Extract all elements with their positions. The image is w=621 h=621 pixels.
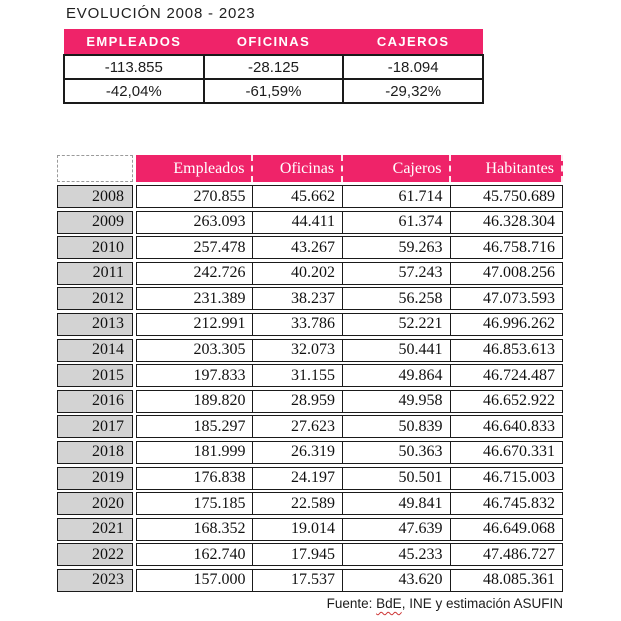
data-cell-group <box>136 543 563 566</box>
main-table <box>57 155 563 595</box>
summary-pct-cajeros: -29,32% <box>343 79 483 103</box>
source-note-misspelled-word: BdE <box>376 596 402 611</box>
data-cell-habitantes: 46.758.716 <box>450 237 562 258</box>
data-cell-group <box>136 390 563 413</box>
data-cell-habitantes: 47.073.593 <box>450 288 562 309</box>
year-cell: 2008 <box>57 185 133 208</box>
summary-pct-oficinas: -61,59% <box>204 79 344 103</box>
data-cell-group <box>136 518 563 541</box>
data-cell-group <box>136 211 563 234</box>
data-cell-habitantes: 47.486.727 <box>450 544 562 565</box>
data-cell-empleados: 181.999 <box>193 443 246 461</box>
source-note <box>327 596 563 611</box>
year-cell: 2018 <box>57 441 133 464</box>
data-cell-empleados: 270.855 <box>193 187 246 205</box>
summary-abs-cajeros: -18.094 <box>343 55 483 79</box>
data-cell-habitantes: 46.715.003 <box>450 468 562 489</box>
source-note-prefix: Fuente: <box>326 596 377 611</box>
summary-abs-oficinas: -28.125 <box>204 55 344 79</box>
table-row <box>57 390 563 413</box>
data-cell-oficinas: 32.073 <box>252 340 342 361</box>
data-cell-cajeros: 59.263 <box>342 237 449 258</box>
year-cell: 2011 <box>57 262 133 285</box>
data-cell-habitantes: 47.008.256 <box>450 263 562 284</box>
data-cell-habitantes: 46.640.833 <box>450 416 562 437</box>
summary-header-oficinas: OFICINAS <box>204 29 344 55</box>
table-row <box>57 287 563 310</box>
data-cell-oficinas: 31.155 <box>252 365 342 386</box>
data-cell-oficinas: 17.945 <box>252 544 342 565</box>
table-row <box>57 339 563 362</box>
summary-pct-row <box>64 79 483 103</box>
data-cell-cajeros: 50.501 <box>342 468 449 489</box>
data-cell-empleados: 257.478 <box>193 238 246 256</box>
data-cell-cajeros: 49.864 <box>342 365 449 386</box>
data-cell-cajeros: 57.243 <box>342 263 449 284</box>
year-cell: 2009 <box>57 211 133 234</box>
data-cell-habitantes: 46.652.922 <box>450 391 562 412</box>
data-cell-habitantes: 48.085.361 <box>450 570 562 591</box>
data-cell-cajeros: 43.620 <box>342 570 449 591</box>
table-row <box>57 492 563 515</box>
table-row <box>57 415 563 438</box>
data-cell-empleados: 203.305 <box>193 341 246 359</box>
data-cell-group <box>136 467 563 490</box>
data-cell-habitantes: 46.745.832 <box>450 493 562 514</box>
data-cell-empleados: 212.991 <box>193 315 246 333</box>
year-cell: 2016 <box>57 390 133 413</box>
data-cell-cajeros: 50.363 <box>342 442 449 463</box>
year-cell: 2020 <box>57 492 133 515</box>
header-oficinas: Oficinas <box>251 155 341 182</box>
data-cell-oficinas: 38.237 <box>252 288 342 309</box>
data-cell-oficinas: 43.267 <box>252 237 342 258</box>
header-habitantes: Habitantes <box>449 155 561 182</box>
data-cell-group <box>136 364 563 387</box>
data-cell-oficinas: 45.662 <box>252 186 342 207</box>
year-cell: 2014 <box>57 339 133 362</box>
data-cell-oficinas: 44.411 <box>252 212 342 233</box>
data-cell-group <box>136 441 563 464</box>
data-cell-oficinas: 26.319 <box>252 442 342 463</box>
data-cell-cajeros: 52.221 <box>342 314 449 335</box>
summary-header-empleados: EMPLEADOS <box>64 29 204 55</box>
data-cell-group <box>136 492 563 515</box>
data-cell-habitantes: 46.649.068 <box>450 519 562 540</box>
data-cell-cajeros: 50.441 <box>342 340 449 361</box>
data-cell-group <box>136 569 563 592</box>
year-cell: 2012 <box>57 287 133 310</box>
data-cell-cajeros: 50.839 <box>342 416 449 437</box>
data-cell-group <box>136 339 563 362</box>
data-cell-oficinas: 17.537 <box>252 570 342 591</box>
data-cell-group <box>136 185 563 208</box>
year-cell: 2013 <box>57 313 133 336</box>
data-cell-cajeros: 47.639 <box>342 519 449 540</box>
year-cell: 2021 <box>57 518 133 541</box>
data-cell-oficinas: 19.014 <box>252 519 342 540</box>
data-cell-group <box>136 313 563 336</box>
table-row <box>57 262 563 285</box>
data-cell-oficinas: 33.786 <box>252 314 342 335</box>
data-cell-cajeros: 45.233 <box>342 544 449 565</box>
source-note-suffix: , INE y estimación ASUFIN <box>401 596 563 611</box>
summary-abs-row <box>64 55 483 79</box>
data-cell-oficinas: 22.589 <box>252 493 342 514</box>
summary-abs-empleados: -113.855 <box>64 55 204 79</box>
year-cell: 2010 <box>57 236 133 259</box>
data-cell-group <box>136 236 563 259</box>
data-cell-empleados: 162.740 <box>193 545 246 563</box>
data-cell-empleados: 185.297 <box>193 417 246 435</box>
main-table-header-row <box>57 155 563 182</box>
data-cell-empleados: 157.000 <box>193 571 246 589</box>
table-row <box>57 185 563 208</box>
data-cell-habitantes: 46.724.487 <box>450 365 562 386</box>
data-cell-oficinas: 27.623 <box>252 416 342 437</box>
year-cell: 2019 <box>57 467 133 490</box>
page-title: EVOLUCIÓN 2008 - 2023 <box>66 5 256 22</box>
data-cell-group <box>136 415 563 438</box>
year-cell: 2022 <box>57 543 133 566</box>
data-cell-empleados: 175.185 <box>193 494 246 512</box>
year-cell: 2017 <box>57 415 133 438</box>
table-row <box>57 543 563 566</box>
table-row <box>57 467 563 490</box>
data-cell-habitantes: 45.750.689 <box>450 186 562 207</box>
table-row <box>57 569 563 592</box>
main-table-rows <box>57 185 563 592</box>
summary-header-row <box>64 29 483 55</box>
data-cell-habitantes: 46.996.262 <box>450 314 562 335</box>
data-cell-group <box>136 262 563 285</box>
data-cell-cajeros: 61.374 <box>342 212 449 233</box>
data-cell-empleados: 168.352 <box>193 520 246 538</box>
summary-table <box>63 29 484 104</box>
year-cell: 2015 <box>57 364 133 387</box>
data-cell-habitantes: 46.853.613 <box>450 340 562 361</box>
data-cell-cajeros: 56.258 <box>342 288 449 309</box>
summary-header-cajeros: CAJEROS <box>343 29 483 55</box>
header-empleados: Empleados <box>173 159 245 177</box>
header-cajeros: Cajeros <box>341 155 448 182</box>
data-cell-oficinas: 28.959 <box>252 391 342 412</box>
data-cell-habitantes: 46.328.304 <box>450 212 562 233</box>
year-cell: 2023 <box>57 569 133 592</box>
data-cell-cajeros: 49.841 <box>342 493 449 514</box>
table-row <box>57 441 563 464</box>
data-cell-oficinas: 40.202 <box>252 263 342 284</box>
data-cell-habitantes: 46.670.331 <box>450 442 562 463</box>
data-cell-cajeros: 49.958 <box>342 391 449 412</box>
table-row <box>57 236 563 259</box>
data-cell-oficinas: 24.197 <box>252 468 342 489</box>
main-table-header-group <box>136 155 563 182</box>
data-cell-group <box>136 287 563 310</box>
data-cell-empleados: 231.389 <box>193 289 246 307</box>
table-row <box>57 518 563 541</box>
data-cell-empleados: 242.726 <box>193 264 246 282</box>
data-cell-empleados: 189.820 <box>193 392 246 410</box>
summary-pct-empleados: -42,04% <box>64 79 204 103</box>
table-row <box>57 313 563 336</box>
corner-cell <box>57 155 133 182</box>
table-row <box>57 211 563 234</box>
data-cell-empleados: 263.093 <box>193 213 246 231</box>
data-cell-empleados: 176.838 <box>193 469 246 487</box>
data-cell-cajeros: 61.714 <box>342 186 449 207</box>
table-row <box>57 364 563 387</box>
data-cell-empleados: 197.833 <box>193 366 246 384</box>
